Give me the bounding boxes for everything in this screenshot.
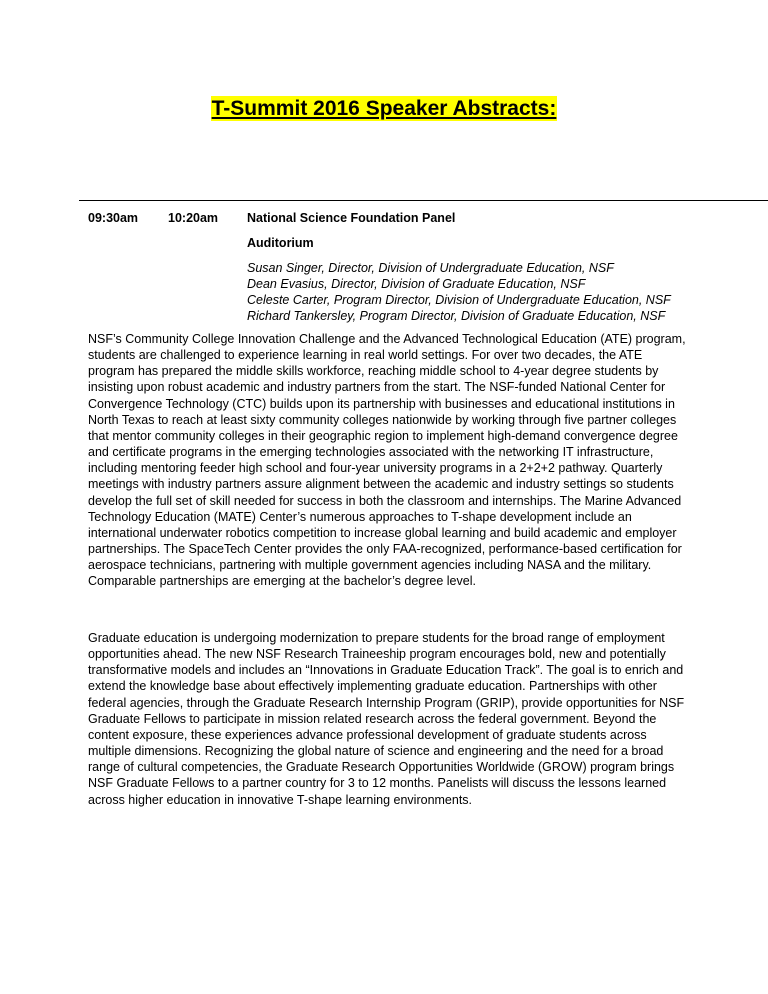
abstract-paragraph: NSF’s Community College Innovation Challenge and the Advanced Technological Education (ATE) program, students are challenged to experience learning in real world settings. For over two decades, the ATE program has prepared the middle skills workforce, reaching middle school to 4-year degree students by insisting upon robust academic and industry partners from the start. The NSF-funded National Center for Convergence Technology (CTC) builds upon its partnership with businesses and educational institutions in North Texas to reach at least sixty community colleges nationwide by working through five partner colleges that mentor community colleges in their geographic region to implement high-demand convergence degree and certificate programs in the emerging technologies associated with the networking IT infrastructure, including mentoring feeder high school and four-year university programs in a 2+2+2 pathway. Quarterly meetings with industry partners assure alignment between the academic and industry settings so students develop the full set of skill needed for success in both the classroom and internships. The Marine Advanced Technology Education (MATE) Center’s numerous approaches to T-shape development include an international underwater robotics competition to increase global learning and build academic and employer partnerships. The SpaceTech Center provides the only FAA-recognized, performance-based certification for aerospace technicians, partnering with multiple government agencies including NASA and the military. Comparable partnerships are emerging at the bachelor’s degree level.	[88, 332, 686, 589]
session-end-time: 10:20am	[168, 211, 219, 225]
session-title: National Science Foundation Panel	[247, 211, 456, 225]
document-header	[0, 96, 768, 121]
session-room: Auditorium	[247, 236, 314, 250]
session-divider	[79, 200, 768, 201]
speaker-item: Celeste Carter, Program Director, Division of Undergraduate Education, NSF	[247, 293, 671, 307]
abstract-paragraph: Graduate education is undergoing modernization to prepare students for the broad range of employment opportunities ahead. The new NSF Research Traineeship program encourages bold, new and potentially transformative models and includes an “Innovations in Graduate Education Track”. The goal is to enrich and extend the knowledge base about effectively implementing graduate education. Partnerships with other federal agencies, through the Graduate Research Internship Program (GRIP), provide opportunities for NSF Graduate Fellows to participate in mission related research across the federal government. Beyond the content exposure, these experiences advance professional development of graduate students across multiple dimensions. Recognizing the global nature of science and engineering and the need for a broad range of cultural competencies, the Graduate Research Opportunities Worldwide (GROW) program brings NSF Graduate Fellows to a partner country for 3 to 12 months. Panelists will discuss the lessons learned across higher education in innovative T-shape learning environments.	[88, 631, 685, 807]
page-title: T-Summit 2016 Speaker Abstracts:	[211, 97, 557, 120]
speaker-list	[247, 260, 671, 324]
speaker-item: Richard Tankersley, Program Director, Division of Graduate Education, NSF	[247, 309, 666, 323]
speaker-item: Susan Singer, Director, Division of Undergraduate Education, NSF	[247, 261, 614, 275]
speaker-item: Dean Evasius, Director, Division of Graduate Education, NSF	[247, 277, 586, 291]
session-start-time: 09:30am	[88, 211, 139, 225]
